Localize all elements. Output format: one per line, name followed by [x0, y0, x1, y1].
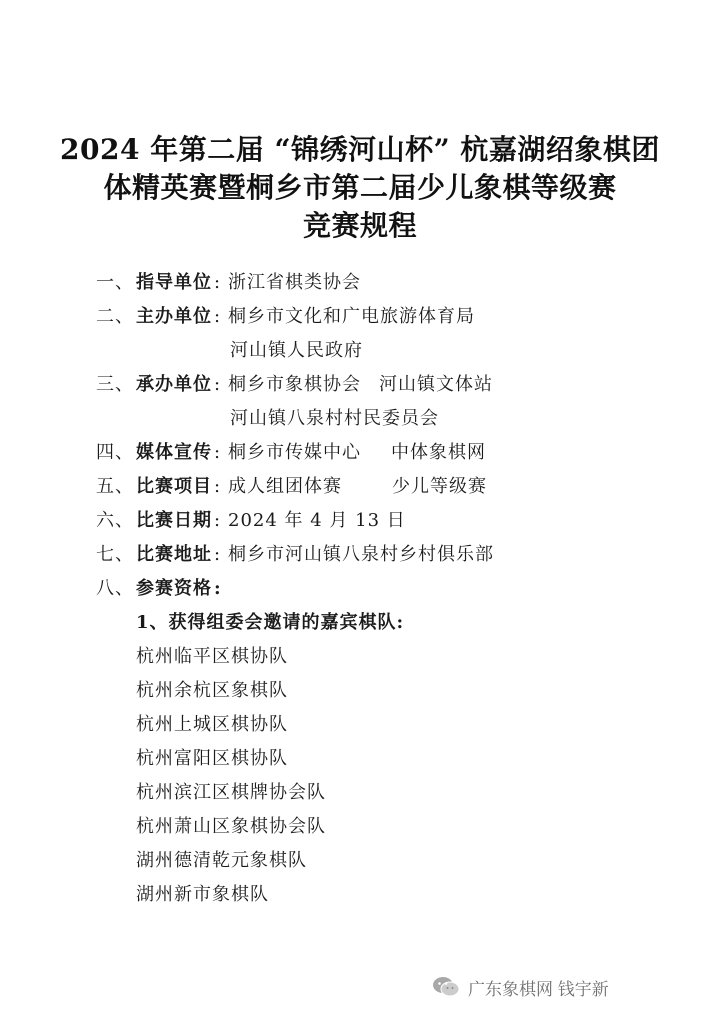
- section-number: 二、: [96, 306, 134, 327]
- invited-teams-subheading: 1、获得组委会邀请的嘉宾棋队:: [136, 612, 405, 633]
- section-date: [96, 506, 406, 536]
- team-list-item: 杭州上城区棋协队: [136, 714, 288, 735]
- section-colon: :: [214, 510, 222, 531]
- section-host-unit-continuation: 河山镇人民政府: [230, 340, 363, 361]
- section-colon: :: [214, 272, 222, 293]
- section-number: 六、: [96, 510, 134, 531]
- section-value: 桐乡市文化和广电旅游体育局: [228, 306, 475, 327]
- team-list-item: 杭州临平区棋协队: [136, 646, 288, 667]
- wechat-icon: [432, 976, 460, 998]
- section-guidance-unit: [96, 268, 361, 298]
- watermark-text: 广东象棋网 钱宇新: [468, 979, 609, 999]
- document-title-line-3: 竞赛规程: [302, 209, 417, 242]
- team-list-item: 湖州德清乾元象棋队: [136, 850, 307, 871]
- section-colon: :: [214, 578, 222, 599]
- section-value: 桐乡市传媒中心: [228, 442, 361, 463]
- section-organizer-unit-continuation: 河山镇八泉村村民委员会: [230, 408, 439, 429]
- section-colon: :: [214, 306, 222, 327]
- team-list-item: 杭州富阳区棋协队: [136, 748, 288, 769]
- section-value: 少儿等级赛: [392, 476, 487, 497]
- section-colon: :: [214, 374, 222, 395]
- section-host-unit: [96, 302, 475, 332]
- section-number: 三、: [96, 374, 134, 395]
- section-label: 主办单位: [136, 306, 212, 327]
- section-number: 四、: [96, 442, 134, 463]
- section-number: 五、: [96, 476, 134, 497]
- section-media: [96, 438, 486, 468]
- source-watermark: [432, 972, 609, 1002]
- section-label: 比赛日期: [136, 510, 212, 531]
- section-value: 中体象棋网: [391, 442, 486, 463]
- section-events: [96, 472, 487, 502]
- section-value: 桐乡市河山镇八泉村乡村俱乐部: [228, 544, 494, 565]
- team-list-item: 杭州萧山区象棋协会队: [136, 816, 326, 837]
- section-label: 比赛地址: [136, 544, 212, 565]
- section-label: 媒体宣传: [136, 442, 212, 463]
- section-colon: :: [214, 476, 222, 497]
- section-venue: [96, 540, 494, 570]
- section-label: 承办单位: [136, 374, 212, 395]
- team-list-item: 杭州余杭区象棋队: [136, 680, 288, 701]
- team-list-item: 湖州新市象棋队: [136, 884, 269, 905]
- section-value: 桐乡市象棋协会: [228, 374, 361, 395]
- section-colon: :: [214, 442, 222, 463]
- section-number: 八、: [96, 578, 134, 599]
- document-title-line-1: 2024 年第二届 “锦绣河山杯” 杭嘉湖绍象棋团: [60, 133, 660, 166]
- section-value: 浙江省棋类协会: [228, 272, 361, 293]
- section-value: 成人组团体赛: [228, 476, 342, 497]
- section-organizer-unit: [96, 370, 493, 400]
- section-colon: :: [214, 544, 222, 565]
- section-number: 七、: [96, 544, 134, 565]
- section-label: 参赛资格: [136, 578, 212, 599]
- section-value: 2024 年 4 月 13 日: [228, 510, 406, 531]
- document-title-line-2: 体精英赛暨桐乡市第二届少儿象棋等级赛: [103, 171, 617, 204]
- section-eligibility: [96, 574, 228, 604]
- section-label: 比赛项目: [136, 476, 212, 497]
- section-number: 一、: [96, 272, 134, 293]
- team-list-item: 杭州滨江区棋牌协会队: [136, 782, 326, 803]
- section-label: 指导单位: [136, 272, 212, 293]
- section-value: 河山镇文体站: [379, 374, 493, 395]
